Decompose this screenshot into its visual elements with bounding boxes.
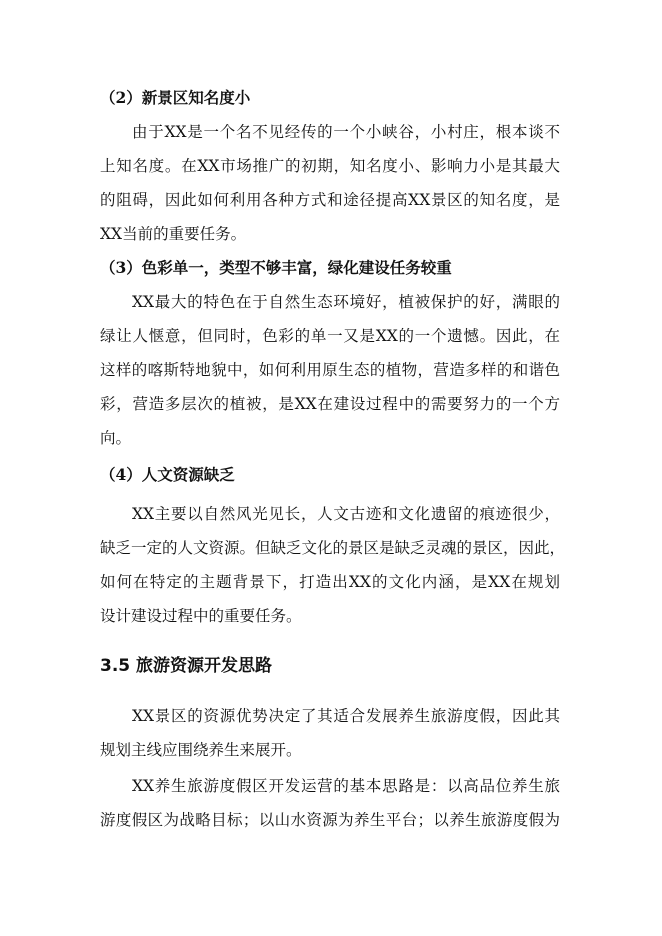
paragraph-line: 的阻碍，因此如何利用各种方式和途径提高XX景区的知名度，是	[100, 191, 560, 209]
paragraph-line: 规划主线应围绕养生来展开。	[100, 741, 302, 759]
heading-color-variety: （3）色彩单一，类型不够丰富，绿化建设任务较重	[100, 258, 452, 277]
paragraph-line: 如何在特定的主题背景下，打造出XX的文化内涵，是XX在规划	[100, 573, 560, 591]
paragraph-line: XX最大的特色在于自然生态环境好，植被保护的好，满眼的	[132, 293, 560, 311]
paragraph-line: 游度假区为战略目标；以山水资源为养生平台；以养生旅游度假为	[100, 811, 560, 829]
heading-cultural-resources: （4）人文资源缺乏	[100, 465, 235, 484]
paragraph-line: XX景区的资源优势决定了其适合发展养生旅游度假，因此其	[132, 707, 560, 725]
paragraph-line: 缺乏一定的人文资源。但缺乏文化的景区是缺乏灵魂的景区，因此，	[100, 539, 566, 557]
paragraph-line: XX当前的重要任务。	[100, 225, 247, 243]
paragraph-line: XX主要以自然风光见长，人文古迹和文化遗留的痕迹很少，	[132, 505, 560, 523]
heading-brand-awareness: （2）新景区知名度小	[100, 88, 251, 107]
paragraph-line: 向。	[100, 429, 132, 447]
paragraph-line: 这样的喀斯特地貌中，如何利用原生态的植物，营造多样的和谐色	[100, 361, 560, 379]
paragraph-line: 彩，营造多层次的植被，是XX在建设过程中的需要努力的一个方	[100, 395, 560, 413]
paragraph-line: XX养生旅游度假区开发运营的基本思路是：以高品位养生旅	[132, 777, 560, 795]
paragraph-line: 由于XX是一个名不见经传的一个小峡谷，小村庄，根本谈不	[132, 123, 560, 141]
paragraph-line: 上知名度。在XX市场推广的初期，知名度小、影响力小是其最大	[100, 157, 560, 175]
section-title: 3.5 旅游资源开发思路	[100, 656, 273, 676]
paragraph-line: 绿让人惬意，但同时，色彩的单一又是XX的一个遗憾。因此，在	[100, 327, 560, 345]
paragraph-line: 设计建设过程中的重要任务。	[100, 607, 302, 625]
